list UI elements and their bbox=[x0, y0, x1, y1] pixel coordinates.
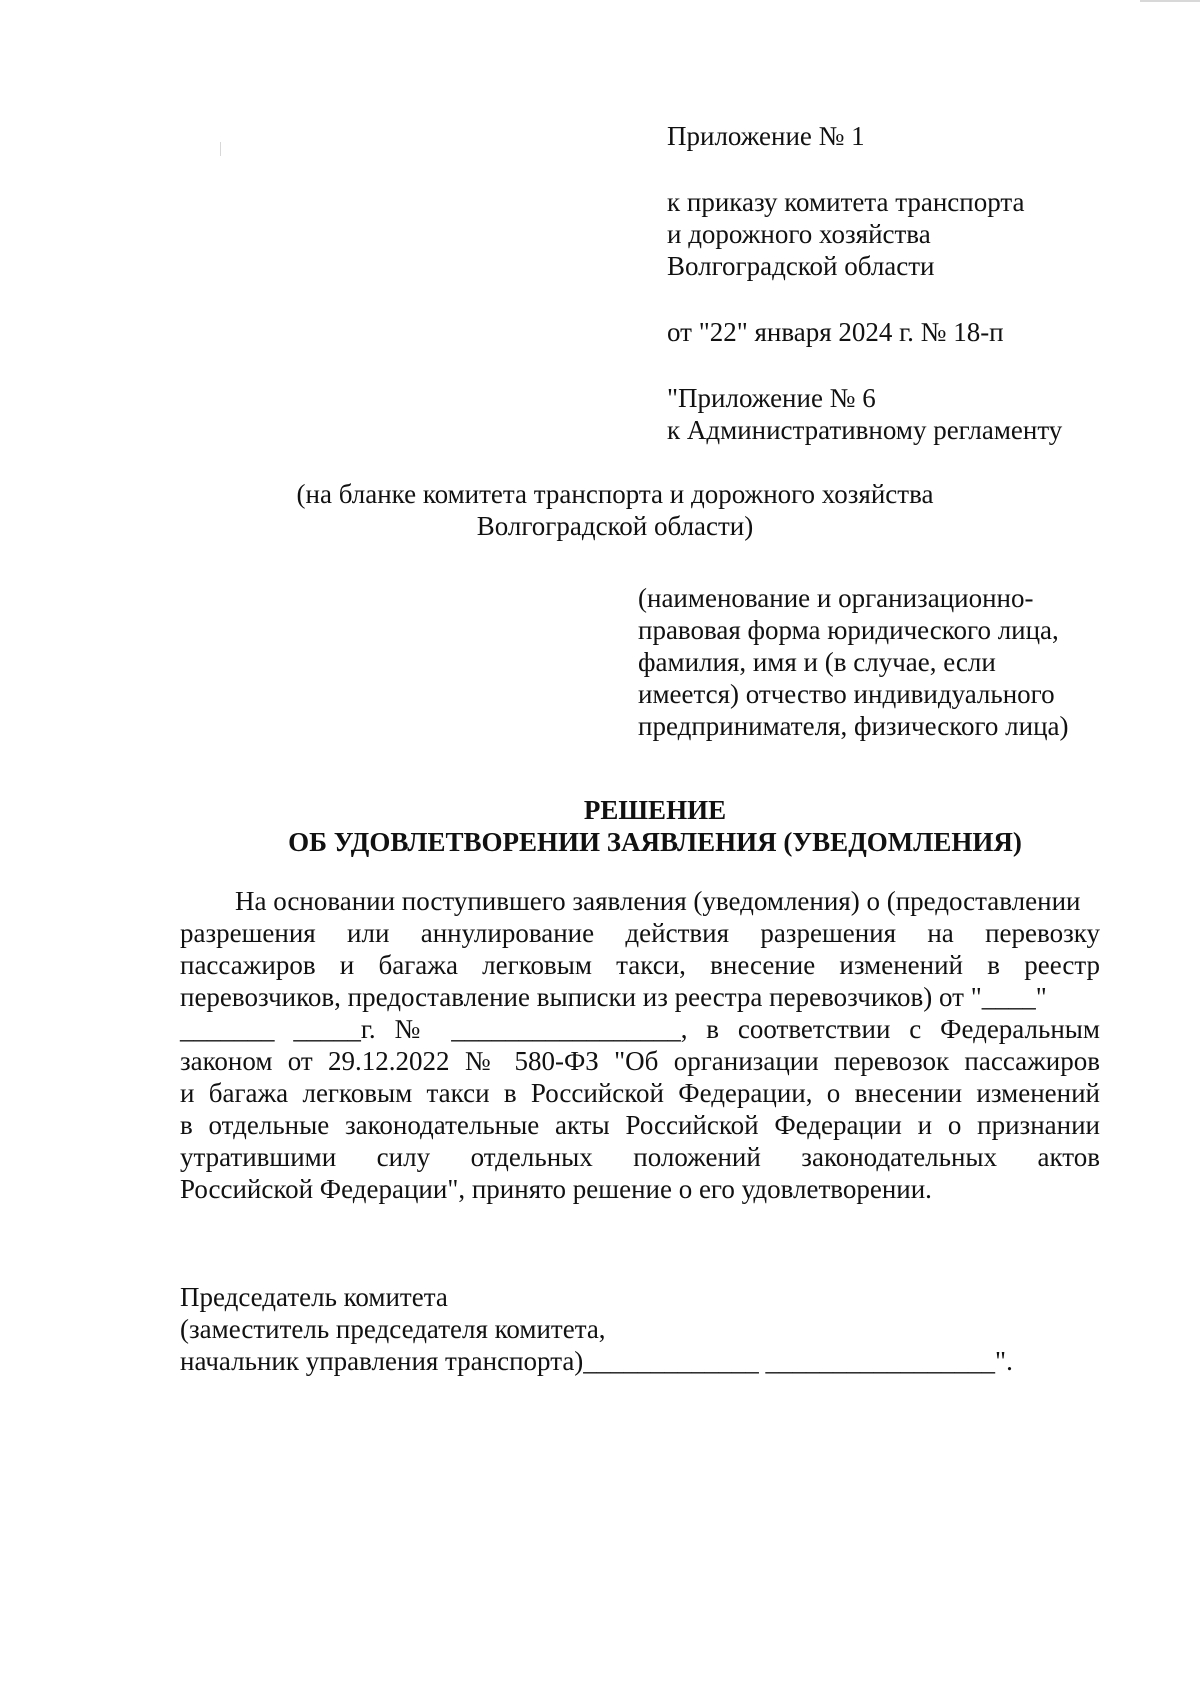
body-line-9: утратившими силу отдельных положений законодательных актов bbox=[180, 1142, 1100, 1172]
body-line-3: пассажиров и багажа легковым такси, внесение изменений в реестр bbox=[180, 950, 1100, 980]
order-date-number: от "22" января 2024 г. № 18-п bbox=[667, 317, 1004, 347]
regulation-appendix: "Приложение № 6 bbox=[667, 383, 876, 413]
appendix-number: Приложение № 1 bbox=[667, 121, 865, 151]
body-line-4: перевозчиков, предоставление выписки из реестра перевозчиков) от "____" bbox=[180, 982, 1047, 1012]
recipient-note-line-1: (наименование и организационно- bbox=[638, 583, 1034, 613]
order-line-2: и дорожного хозяйства bbox=[667, 219, 931, 249]
order-line-3: Волгоградской области bbox=[667, 251, 935, 281]
regulation-name: к Административному регламенту bbox=[667, 415, 1063, 445]
body-line-1: На основании поступившего заявления (уведомления) о (предоставлении bbox=[235, 886, 1081, 916]
recipient-note-line-2: правовая форма юридического лица, bbox=[638, 615, 1059, 645]
letterhead-note-line-2: Волгоградской области) bbox=[476, 511, 754, 541]
recipient-note-line-4: имеется) отчество индивидуального bbox=[638, 679, 1055, 709]
body-line-10: Российской Федерации", принято решение о его удовлетворении. bbox=[180, 1174, 932, 1204]
order-line-1: к приказу комитета транспорта bbox=[667, 187, 1025, 217]
letterhead-note-line-1: (на бланке комитета транспорта и дорожного хозяйства bbox=[296, 479, 934, 509]
body-line-6: законом от 29.12.2022 № 580-ФЗ "Об организации перевозок пассажиров bbox=[180, 1046, 1100, 1076]
decision-subtitle: ОБ УДОВЛЕТВОРЕНИИ ЗАЯВЛЕНИЯ (УВЕДОМЛЕНИЯ) bbox=[288, 827, 1022, 857]
signature-line-1: Председатель комитета bbox=[180, 1282, 448, 1312]
scan-speck-mark bbox=[220, 142, 221, 156]
body-line-5: _______ _____г. № _________________, в соответствии с Федеральным bbox=[180, 1014, 1100, 1044]
recipient-note-line-5: предпринимателя, физического лица) bbox=[638, 711, 1069, 741]
body-line-2: разрешения или аннулирование действия разрешения на перевозку bbox=[180, 918, 1100, 948]
scan-edge-mark bbox=[1140, 0, 1200, 2]
decision-title: РЕШЕНИЕ bbox=[583, 795, 727, 825]
body-line-7: и багажа легковым такси в Российской Федерации, о внесении изменений bbox=[180, 1078, 1100, 1108]
body-line-8: в отдельные законодательные акты Российской Федерации и о признании bbox=[180, 1110, 1100, 1140]
signature-line-3: начальник управления транспорта)_____________ _________________". bbox=[180, 1346, 1013, 1376]
signature-line-2: (заместитель председателя комитета, bbox=[180, 1314, 606, 1344]
recipient-note-line-3: фамилия, имя и (в случае, если bbox=[638, 647, 996, 677]
